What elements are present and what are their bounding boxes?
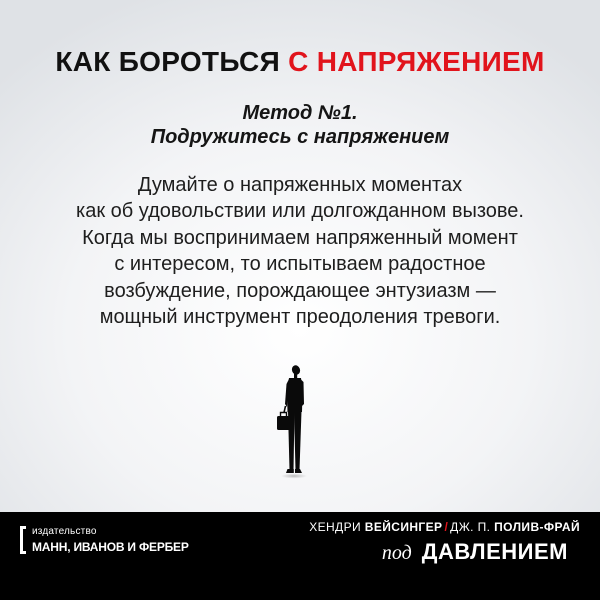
- author-separator: /: [444, 520, 449, 534]
- book-title: [382, 539, 568, 565]
- publisher-bracket-icon: [20, 526, 26, 554]
- footer-bar: [0, 512, 600, 600]
- method-number: Метод №1.: [242, 102, 358, 124]
- body-line-1: Думайте о напряженных моментах: [137, 174, 463, 196]
- body-line-2: как об удовольствии или долгожданном вызове.: [76, 200, 524, 223]
- method-name: Подружитесь с напряжением: [150, 126, 450, 148]
- publisher-name: МАНН, ИВАНОВ И ФЕРБЕР: [32, 540, 189, 554]
- body-line-6: мощный инструмент преодоления тревоги.: [99, 306, 501, 329]
- book-authors: [309, 520, 580, 534]
- headline: [0, 46, 600, 78]
- book-title-prefix: под: [381, 542, 412, 564]
- body-paragraph: [20, 172, 580, 330]
- businessman-silhouette-icon: [274, 360, 314, 480]
- method-title: [0, 101, 600, 149]
- body-line-3: Когда мы воспринимаем напряженный момент: [82, 226, 518, 249]
- author1-last-name: ВЕЙСИНГЕР: [364, 520, 443, 534]
- publisher-label: издательство: [32, 526, 97, 537]
- headline-accent: С НАПРЯЖЕНИЕМ: [288, 46, 545, 77]
- author2-first-name: ДЖ. П.: [450, 520, 491, 534]
- headline-part1: КАК БОРОТЬСЯ: [55, 46, 289, 77]
- author1-first-name: ХЕНДРИ: [309, 520, 362, 534]
- author2-last-name: ПОЛИВ-ФРАЙ: [494, 520, 580, 534]
- book-title-main: ДАВЛЕНИЕМ: [421, 539, 568, 564]
- body-line-5: возбуждение, порождающее энтузиазм —: [104, 279, 496, 302]
- body-line-4: с интересом, то испытываем радостное: [114, 253, 486, 276]
